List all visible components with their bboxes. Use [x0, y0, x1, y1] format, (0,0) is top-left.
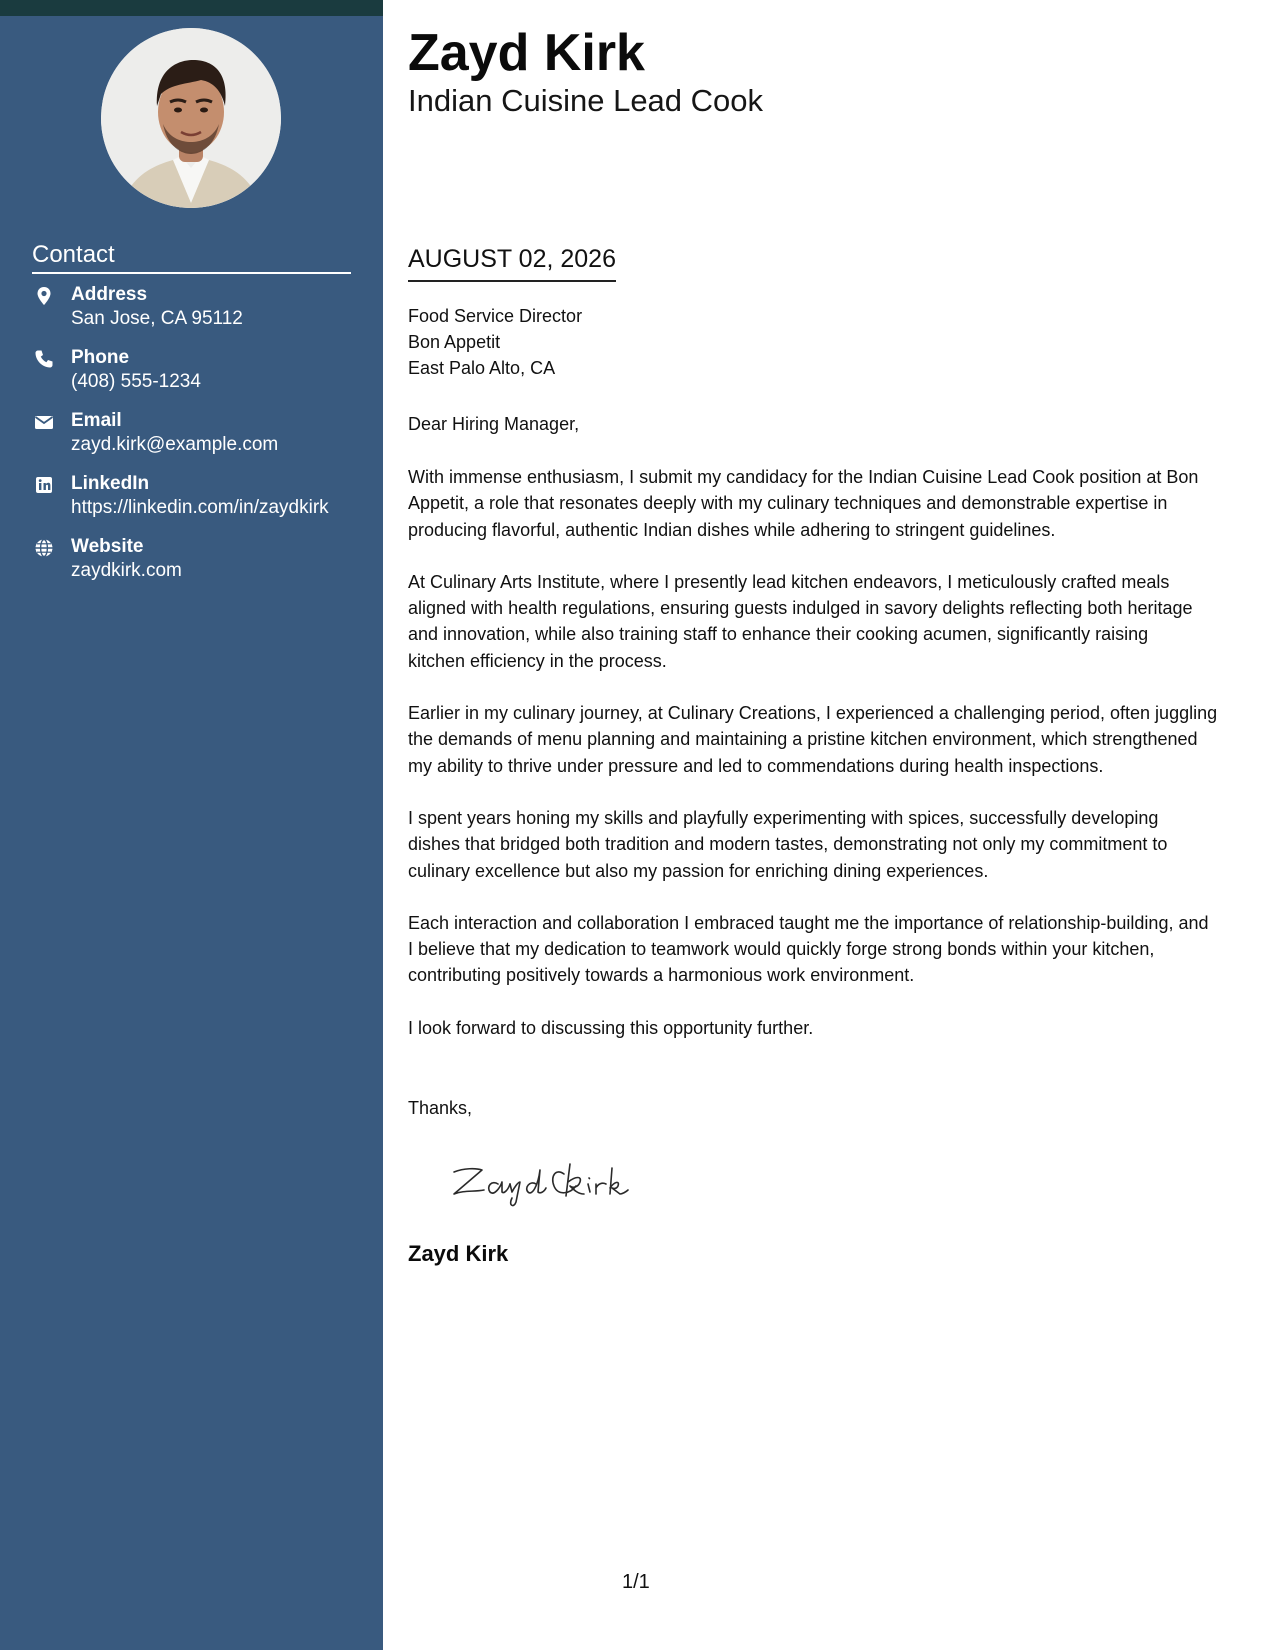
body-paragraph: With immense enthusiasm, I submit my candidacy for the Indian Cuisine Lead Cook position at Bon Appetit, a role that resonates deeply with my culinary techniques and demonstrable expertise in producing flavorful, authentic Indian dishes while adhering to stringent guidelines. — [408, 467, 1199, 540]
recipient-block — [408, 303, 582, 381]
phone-icon — [34, 349, 54, 369]
sidebar-top-bar — [0, 0, 383, 16]
contact-linkedin-value[interactable]: https://linkedin.com/in/zaydkirk — [71, 497, 329, 518]
map-pin-icon — [34, 286, 54, 306]
contact-phone — [32, 346, 362, 409]
body-paragraph: I spent years honing my skills and playfully experimenting with spices, successfully developing dishes that bridged both tradition and modern tastes, demonstrating not only my commitment to culinary excellence but also my passion for enriching dining experiences. — [408, 807, 1168, 881]
contact-linkedin — [32, 472, 362, 535]
contact-address-value: San Jose, CA 95112 — [71, 308, 243, 329]
handwritten-signature — [446, 1150, 646, 1210]
contact-email — [32, 409, 362, 472]
contact-website-value[interactable]: zaydkirk.com — [71, 560, 182, 581]
envelope-icon — [34, 412, 54, 432]
contact-phone-label: Phone — [71, 347, 130, 368]
applicant-name: Zayd Kirk — [408, 24, 645, 82]
contact-website-label: Website — [71, 536, 144, 557]
profile-photo-icon — [101, 28, 281, 208]
page-number: 1/1 — [622, 1571, 650, 1593]
contact-email-label: Email — [71, 410, 122, 431]
recipient-title: Food Service Director — [408, 306, 583, 326]
linkedin-icon — [34, 475, 54, 495]
signature-icon — [446, 1150, 646, 1210]
contact-address-label: Address — [71, 284, 148, 305]
contact-linkedin-label: LinkedIn — [71, 473, 150, 494]
body-paragraph: At Culinary Arts Institute, where I presently lead kitchen endeavors, I meticulously crafted meals aligned with health regulations, ensuring guests indulged in savory delights reflecting both heritage and innovation, while also training staff to enhance their cooking acumen, significantly raising kitchen efficiency in the process. — [408, 571, 1193, 671]
contact-website — [32, 535, 362, 598]
contact-heading: Contact — [32, 240, 351, 274]
signed-name: Zayd Kirk — [408, 1241, 509, 1266]
body-paragraph: Each interaction and collaboration I embraced taught me the importance of relationship-building, and I believe that my dedication to teamwork would quickly forge strong bonds within your kitchen, contributing positively towards a harmonious work environment. — [408, 912, 1209, 986]
applicant-job-title: Indian Cuisine Lead Cook — [408, 83, 764, 118]
letter-date: AUGUST 02, 2026 — [408, 243, 616, 282]
contact-phone-value: (408) 555-1234 — [71, 371, 201, 392]
contact-email-value[interactable]: zayd.kirk@example.com — [71, 434, 279, 455]
contact-list — [32, 283, 362, 598]
body-paragraph: I look forward to discussing this opportunity further. — [408, 1017, 814, 1038]
recipient-location: East Palo Alto, CA — [408, 358, 556, 378]
salutation: Dear Hiring Manager, — [408, 414, 580, 434]
avatar — [101, 28, 281, 208]
globe-icon — [34, 538, 54, 558]
sidebar — [0, 0, 383, 1650]
letter-closing: Thanks, — [408, 1098, 473, 1118]
letter-body — [408, 464, 1253, 1067]
recipient-company: Bon Appetit — [408, 332, 501, 352]
contact-address — [32, 283, 362, 346]
body-paragraph: Earlier in my culinary journey, at Culinary Creations, I experienced a challenging period, often juggling the demands of menu planning and maintaining a pristine kitchen environment, which strengthened my ability to thrive under pressure and led to commendations during health inspections. — [408, 703, 1218, 776]
